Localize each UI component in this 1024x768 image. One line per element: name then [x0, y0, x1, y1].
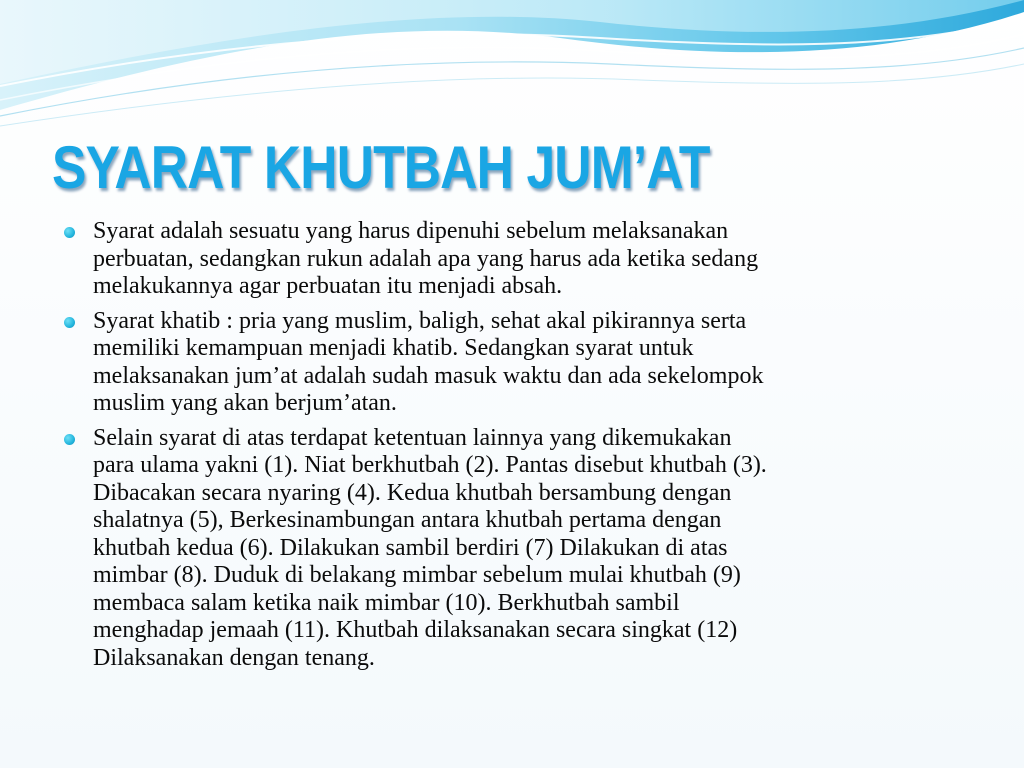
list-item — [64, 308, 964, 418]
list-item — [64, 425, 964, 673]
bullet-text: Syarat khatib : pria yang muslim, baligh, sehat akal pikirannya serta memiliki kemampuan menjadi khatib. Sedangkan syarat untuk melaksanakan jum’at adalah sudah masuk waktu dan ada sekelompok muslim yang akan berjum’atan. — [93, 307, 764, 416]
bullet-text: Syarat adalah sesuatu yang harus dipenuhi sebelum melaksanakan perbuatan, sedangkan rukun adalah apa yang harus ada ketika sedang melakukannya agar perbuatan itu menjadi absah. — [93, 218, 759, 299]
slide-title: SYARAT KHUTBAH JUM’AT — [52, 134, 710, 201]
bullet-text: Selain syarat di atas terdapat ketentuan lainnya yang dikemukakan para ulama yakni (1). Niat berkhutbah (2). Pantas disebut khutbah (3). Dibacakan secara nyaring (4). Kedua khutbah bersambung dengan shalatnya (5), Berkesinambungan antara khutbah pertama dengan khutbah kedua (6). Dilakukan sambil berdiri (7) Dilakukan di atas mimbar (8). Duduk di belakang mimbar sebelum mulai khutbah (9) membaca salam ketika naik mimbar (10). Berkhutbah sambil menghadap jemaah (11). Khutbah dilaksanakan secara singkat (12) Dilaksanakan dengan tenang. — [93, 424, 767, 671]
bullet-dot-icon — [64, 227, 75, 238]
bullet-list — [64, 218, 964, 679]
bullet-dot-icon — [64, 434, 75, 445]
wave-header-decoration — [0, 0, 1024, 130]
list-item — [64, 218, 964, 301]
bullet-dot-icon — [64, 317, 75, 328]
